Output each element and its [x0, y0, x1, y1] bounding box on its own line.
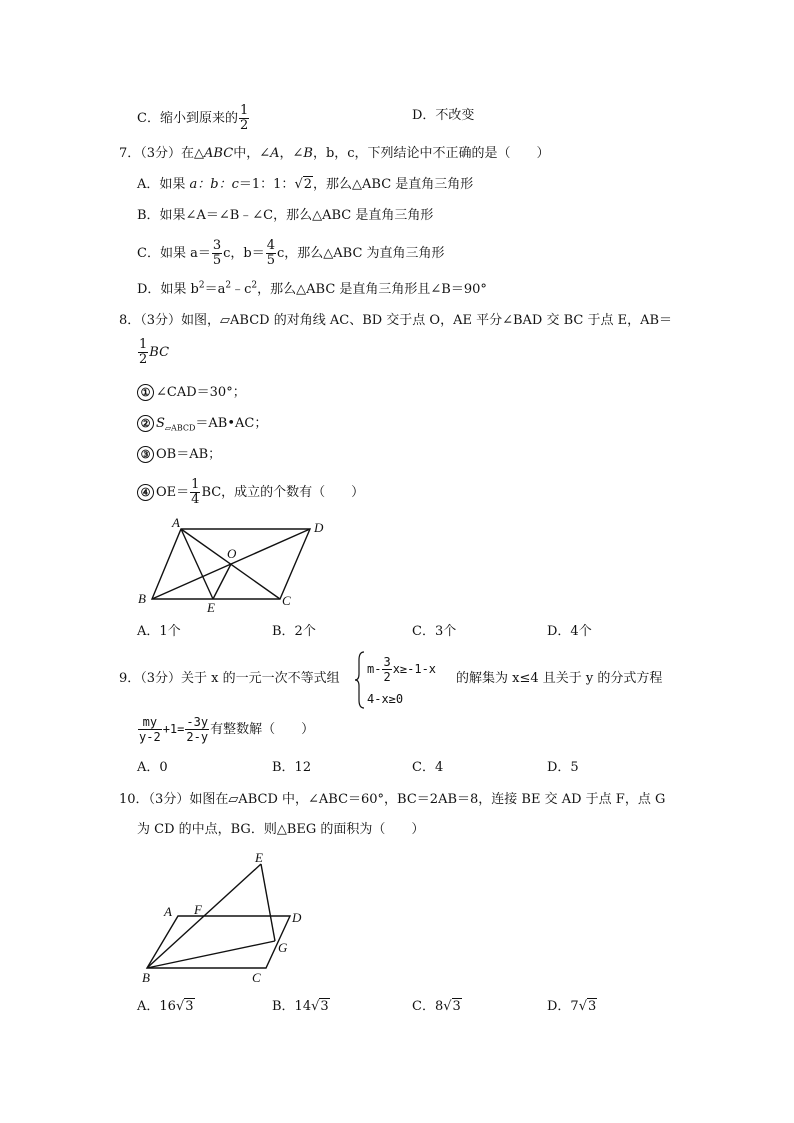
q8-stem: 8．（3分）如图，▱ABCD 的对角线 AC、BD 交于点 O，AE 平分∠BAD 交 BC 于点 E，AB＝ — [119, 313, 673, 328]
q9-stem-pre: 9．（3分）关于 x 的一元一次不等式组 — [119, 671, 340, 686]
q8-figure — [130, 514, 340, 614]
q6-option-c: C．缩小到原来的 $\frac{1}{2}$ — [137, 103, 249, 133]
q8-option-a: A．1个 — [137, 624, 181, 639]
q10-option-b: B．14√3 — [272, 999, 329, 1014]
q8-option-b: B．2个 — [272, 624, 316, 639]
q10-segment-bg — [147, 941, 275, 968]
q8-label-o: O — [227, 546, 237, 561]
q8-option-d: D．4个 — [547, 624, 592, 639]
q10-segment-eg — [261, 864, 275, 941]
q10-label-d: D — [292, 910, 302, 925]
q10-label-b: B — [142, 970, 150, 985]
q9-option-b: B．12 — [272, 760, 312, 775]
q7-option-d: D．如果 $b^2=a^2﹣c^2$，那么△ABC 是直角三角形且∠B＝90° — [137, 280, 487, 297]
q10-stem-line2: 为 CD 的中点，BG．则△BEG 的面积为（ ） — [137, 822, 425, 837]
q10-option-a: A．16√3 — [137, 999, 194, 1014]
q9-option-a: A．0 — [137, 760, 168, 775]
q8-statement-2: ② $S_{▱ABCD}=AB•AC$； — [137, 415, 267, 433]
q9-inequality-1: m- $\frac{3}{2}$ x≥-1-x — [367, 655, 437, 684]
q8-option-c: C．3个 — [412, 624, 457, 639]
q9-inequality-2: 4-x≥0 — [367, 692, 404, 706]
q10-label-a: A — [164, 904, 172, 919]
q8-statement-3: ③ OB＝AB； — [137, 446, 221, 464]
q9-equation: $\frac{my}{y-2}$ +1= $\frac{-3y}{2-y}$ 有整数解（ ） — [139, 715, 315, 744]
q10-option-d: D．7√3 — [547, 999, 597, 1014]
q10-stem-line1: 10．（3分）如图在▱ABCD 中，∠ABC＝60°，BC＝2AB＝8，连接 BE 交 AD 于点 F，点 G — [119, 792, 666, 807]
q8-statement-1: ① ∠CAD＝30°； — [137, 384, 246, 402]
q6-option-d: D．不改变 — [412, 108, 475, 123]
q8-segment-oe — [213, 564, 231, 599]
q10-label-c: C — [252, 970, 261, 985]
q10-label-e: E — [255, 850, 263, 865]
q8-label-b: B — [138, 591, 146, 606]
q7-option-c: C．如果 a＝ $\frac{3}{5}$ c，b＝ $\frac{4}{5}$ c，那么△ABC 为直角三角形 — [137, 238, 445, 268]
q9-system-brace — [354, 650, 366, 710]
q10-option-c: C．8√3 — [412, 999, 461, 1014]
q9-option-c: C．4 — [412, 760, 444, 775]
q9-stem-post: 的解集为 x≤4 且关于 y 的分式方程 — [456, 671, 663, 686]
q9-option-d: D．5 — [547, 760, 579, 775]
q10-label-g: G — [278, 940, 288, 955]
q8-label-c: C — [282, 593, 291, 608]
q7-stem: 7．（3分）在△ABC中，∠A，∠B，b，c，下列结论中不正确的是（ ） — [119, 146, 550, 161]
q8-statement-4: ④ OE＝ $\frac{1}{4}$ BC，成立的个数有（ ） — [137, 478, 364, 507]
q8-label-d: D — [314, 520, 324, 535]
q8-stem-cont: $\frac{1}{2}$ BC — [139, 337, 170, 367]
q10-figure — [130, 848, 330, 988]
q8-label-e: E — [207, 600, 215, 614]
q10-label-f: F — [194, 902, 202, 917]
q7-option-a: A．如果 a：b：c＝1：1：√2，那么△ABC 是直角三角形 — [137, 177, 474, 192]
q7-option-b: B．如果∠A＝∠B﹣∠C，那么△ABC 是直角三角形 — [137, 208, 434, 223]
q8-label-a: A — [172, 515, 180, 530]
